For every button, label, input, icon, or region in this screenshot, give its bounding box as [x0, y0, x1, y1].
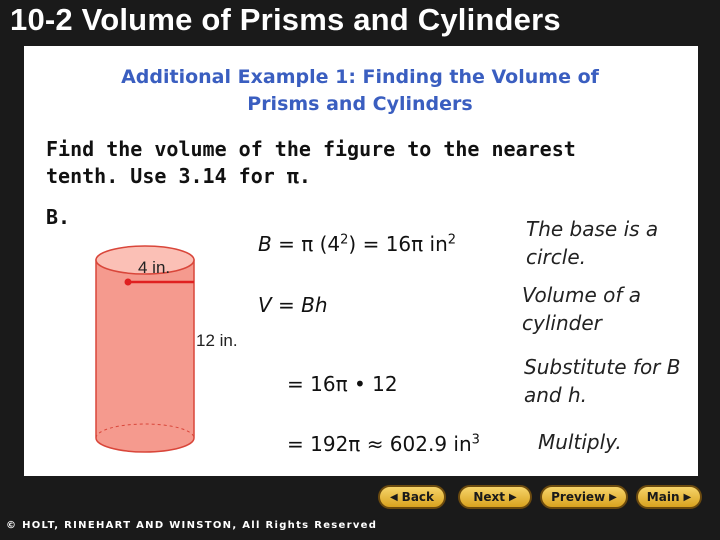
- example-title-line2: Prisms and Cylinders: [247, 93, 473, 115]
- note-substitute-line1: Substitute for B: [524, 355, 681, 379]
- cylinder-body: [96, 260, 194, 452]
- back-button-label: Back: [401, 490, 435, 504]
- example-title-line1: Additional Example 1: Finding the Volume of: [121, 66, 599, 88]
- step-multiply-text: = 192π ≈ 602.9 in: [287, 432, 472, 456]
- step-volume-lhs: V: [258, 293, 272, 317]
- copyright-footer: © HOLT, RINEHART AND WINSTON, All Rights Reserved: [6, 520, 378, 531]
- note-base-circle-line1: The base is a: [526, 217, 659, 241]
- center-dot: [125, 279, 132, 286]
- note-substitute: [524, 353, 680, 409]
- back-arrow-icon: ◀: [389, 491, 398, 503]
- step-volume-eq: =: [271, 293, 302, 317]
- note-substitute-line2: and h.: [524, 383, 588, 407]
- step-base-area-lhs: B: [258, 232, 272, 256]
- note-volume-cylinder-line2: cylinder: [522, 311, 602, 335]
- step-base-area-rest: ) = 16π in: [348, 232, 448, 256]
- preview-button[interactable]: [540, 485, 628, 509]
- note-multiply: Multiply.: [538, 430, 622, 454]
- note-base-circle-line2: circle.: [526, 245, 586, 269]
- note-base-circle: [526, 215, 658, 271]
- main-button[interactable]: [636, 485, 702, 509]
- preview-arrow-icon: ▶: [609, 491, 617, 503]
- note-volume-cylinder-line1: Volume of a: [522, 283, 642, 307]
- problem-prompt: [46, 136, 666, 190]
- back-button[interactable]: [378, 485, 446, 509]
- step-base-area-exp: 2: [340, 232, 349, 248]
- slide-title: 10-2 Volume of Prisms and Cylinders: [10, 2, 561, 37]
- next-button[interactable]: [458, 485, 532, 509]
- prompt-line1: Find the volume of the figure to the nearest: [46, 137, 576, 161]
- step-base-area-unit-exp: 2: [447, 232, 457, 248]
- step-volume-rhs: Bh: [301, 293, 328, 317]
- preview-button-label: Preview: [551, 490, 606, 504]
- next-button-label: Next: [473, 490, 505, 504]
- step-volume-formula: [258, 293, 328, 317]
- prompt-line2: tenth. Use 3.14 for π.: [46, 164, 311, 188]
- example-title: [0, 64, 720, 118]
- part-label: B.: [46, 205, 71, 229]
- main-button-label: Main: [646, 490, 680, 504]
- step-multiply-unit-exp: 3: [471, 432, 480, 448]
- main-arrow-icon: ▶: [683, 491, 692, 503]
- step-base-area: [258, 232, 456, 256]
- height-label: 12 in.: [196, 331, 238, 350]
- next-arrow-icon: ▶: [508, 491, 517, 503]
- step-multiply: [287, 432, 480, 456]
- title-bar: [0, 0, 720, 44]
- step-substitute: = 16π • 12: [287, 372, 398, 396]
- note-volume-cylinder: [522, 281, 641, 337]
- radius-label: 4 in.: [138, 258, 171, 277]
- step-base-area-mid: = π (4: [271, 232, 341, 256]
